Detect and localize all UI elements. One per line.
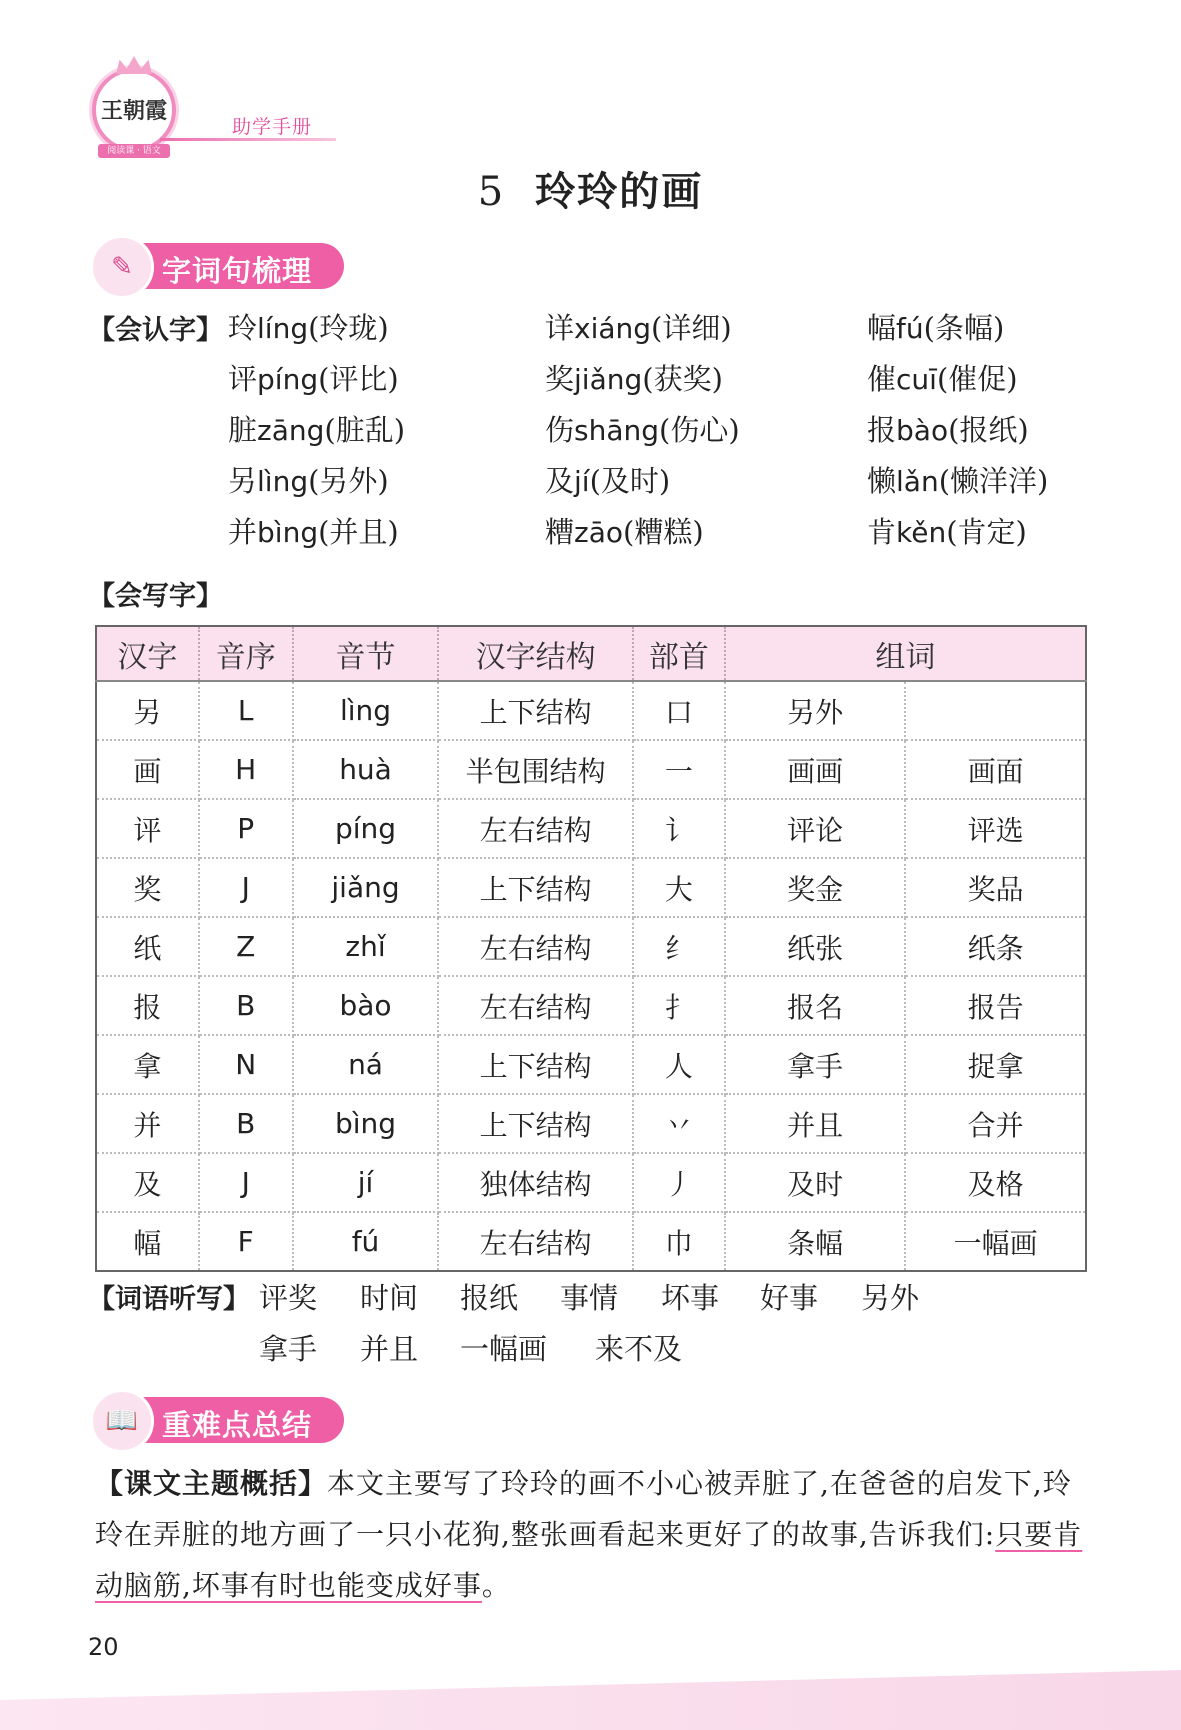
recognize-pinyin: kěn [896, 516, 947, 549]
dictation-word: 另外 [861, 1281, 920, 1315]
table-cell: J [199, 1153, 293, 1212]
table-cell: 奖金 [725, 858, 906, 917]
table-cell: 一幅画 [953, 1226, 1038, 1260]
table-cell: zhǐ [293, 917, 439, 976]
recognize-word: (及时) [589, 464, 671, 498]
recognize-char: 肯 [867, 515, 897, 549]
lesson-number: 5 [477, 169, 506, 215]
table-cell: L [199, 681, 293, 740]
summary-text: 本文主要写了玲玲的画不小心被弄脏了,在爸爸的启发下,玲玲在弄脏的地方画了一只小花狗,整张画看起来更好了的故事,告诉我们: [95, 1467, 1072, 1551]
table-cell: 纸条 [905, 917, 1086, 976]
recognize-word: (糟糕) [623, 515, 704, 549]
recognize-item [867, 306, 1004, 347]
table-row [96, 740, 1086, 799]
recognize-pinyin: fú [896, 312, 924, 345]
table-cell: 报名 [725, 976, 906, 1035]
logo-ribbon: 阅读课 · 语文 [98, 144, 170, 158]
table-cell: 合并 [905, 1094, 1086, 1153]
recognize-item [228, 306, 389, 347]
table-cell: 半包围结构 [438, 740, 633, 799]
table-cell: bào [293, 976, 439, 1035]
recognize-item [545, 357, 723, 398]
recognize-word: (懒洋洋) [938, 464, 1049, 498]
table-cell: 左右结构 [438, 976, 633, 1035]
recognize-pinyin: zāng [257, 414, 325, 447]
table-cell: 并且 [725, 1094, 906, 1153]
recognize-char: 糟 [545, 515, 575, 549]
table-cell [905, 681, 1086, 740]
table-cell: bìng [293, 1094, 439, 1153]
column-header: 音序 [199, 626, 293, 681]
table-cell: 一 [633, 740, 725, 799]
page-title [0, 160, 1181, 217]
recognize-char: 脏 [228, 413, 258, 447]
logo-text: 王朝霞 [100, 98, 167, 124]
column-header: 组词 [725, 626, 1086, 681]
table-row [96, 1212, 1086, 1271]
table-cell: lìng [293, 681, 439, 740]
dictation-label: 【词语听写】 [88, 1284, 250, 1315]
recognize-word: (评比) [318, 362, 399, 396]
table-cell: jí [293, 1153, 439, 1212]
recognize-char: 奖 [545, 362, 575, 396]
table-cell: ná [293, 1035, 439, 1094]
table-cell: Z [199, 917, 293, 976]
column-header: 部首 [633, 626, 725, 681]
mascot-icon: ✎ [90, 235, 154, 299]
table-cell: J [199, 858, 293, 917]
table-row [96, 1094, 1086, 1153]
table-cell: 报 [96, 976, 199, 1035]
table-cell: 上下结构 [438, 681, 633, 740]
summary-end: 。 [481, 1569, 511, 1602]
recognize-pinyin: bìng [257, 516, 319, 549]
recognize-label: 【会认字】 [88, 315, 223, 346]
recognize-pinyin: jiǎng [574, 363, 643, 396]
table-cell: B [199, 1094, 293, 1153]
table-cell: 并 [96, 1094, 199, 1153]
table-cell: 评选 [905, 799, 1086, 858]
recognize-item [867, 459, 1048, 500]
dictation-word: 报纸 [460, 1281, 519, 1315]
recognize-word: (另外) [308, 464, 389, 498]
table-cell: 报告 [905, 976, 1086, 1035]
recognize-item [545, 510, 704, 551]
dictation-word: 并且 [360, 1332, 419, 1366]
recognize-item [867, 510, 1027, 551]
recognize-pinyin: píng [257, 363, 319, 396]
table-cell: fú [293, 1212, 439, 1271]
recognize-item [545, 306, 732, 347]
table-row [96, 1153, 1086, 1212]
recognize-pinyin: shāng [574, 414, 660, 447]
table-cell: 及时 [725, 1153, 906, 1212]
recognize-char: 玲 [228, 311, 258, 345]
table-cell: 丷 [633, 1094, 725, 1153]
write-label: 【会写字】 [88, 581, 223, 612]
recognize-word: (伤心) [659, 413, 740, 447]
recognize-item [545, 408, 740, 449]
table-cell: 纸张 [725, 917, 906, 976]
recognize-pinyin: lìng [257, 465, 309, 498]
recognize-word: (报纸) [948, 413, 1029, 447]
recognize-word: (玲珑) [308, 311, 389, 345]
table-cell: huà [293, 740, 439, 799]
table-cell: 上下结构 [438, 1094, 633, 1153]
summary-label: 【课文主题概括】 [95, 1467, 328, 1500]
recognize-char: 评 [228, 362, 258, 396]
recognize-pinyin: bào [896, 414, 949, 447]
recognize-char: 伤 [545, 413, 575, 447]
table-cell: 奖 [96, 858, 199, 917]
recognize-word: (催促) [936, 362, 1018, 396]
table-row [96, 681, 1086, 740]
table-cell: 拿 [96, 1035, 199, 1094]
table-cell: 条幅 [725, 1212, 906, 1271]
section-banner-summary [94, 1397, 344, 1443]
table-cell: píng [293, 799, 439, 858]
recognize-pinyin: líng [257, 312, 309, 345]
recognize-item [545, 459, 670, 500]
recognize-char: 懒 [867, 464, 897, 498]
recognize-pinyin: lǎn [896, 465, 939, 498]
table-cell: 拿手 [725, 1035, 906, 1094]
recognize-char: 及 [545, 464, 575, 498]
table-cell: 扌 [633, 976, 725, 1035]
table-cell: 口 [633, 681, 725, 740]
table-cell: jiǎng [293, 858, 439, 917]
recognize-word: (获奖) [642, 362, 723, 396]
recognize-item [867, 357, 1018, 398]
table-cell: 讠 [633, 799, 725, 858]
table-cell: B [199, 976, 293, 1035]
crown-icon [116, 56, 152, 74]
recognize-item [867, 408, 1029, 449]
dictation-word: 一幅画 [460, 1332, 548, 1366]
table-cell: 纟 [633, 917, 725, 976]
table-cell: 左右结构 [438, 1212, 633, 1271]
table-cell: 画画 [725, 740, 906, 799]
book-icon: 📖 [90, 1389, 154, 1453]
table-cell: 及 [96, 1153, 199, 1212]
table-cell: 左右结构 [438, 799, 633, 858]
table-cell: 另 [96, 681, 199, 740]
dictation-word: 来不及 [595, 1332, 683, 1366]
dictation-word: 好事 [760, 1281, 819, 1315]
table-cell: 另外 [725, 681, 906, 740]
recognize-pinyin: xiáng [574, 312, 652, 345]
table-cell: 幅 [96, 1212, 199, 1271]
table-cell: F [199, 1212, 293, 1271]
theme-summary [95, 1458, 1085, 1611]
table-cell: 画 [96, 740, 199, 799]
summary-highlight: 只要肯动脑筋,坏事有时也能变成好事 [95, 1518, 1083, 1602]
table-cell: 上下结构 [438, 858, 633, 917]
table-cell: 画面 [905, 740, 1086, 799]
dictation-word: 拿手 [259, 1332, 318, 1366]
table-cell: 巾 [633, 1212, 725, 1271]
table-cell: 独体结构 [438, 1153, 633, 1212]
dictation-word: 坏事 [661, 1281, 720, 1315]
section-title: 重难点总结 [162, 1408, 313, 1442]
recognize-pinyin: jí [574, 465, 590, 498]
recognize-char: 幅 [867, 311, 897, 345]
table-cell: 奖品 [905, 858, 1086, 917]
table-cell: 左右结构 [438, 917, 633, 976]
dictation-word: 事情 [560, 1281, 619, 1315]
recognize-word: (脏乱) [324, 413, 406, 447]
recognize-item [228, 408, 405, 449]
recognize-word: (并且) [318, 515, 399, 549]
recognize-item [228, 510, 399, 551]
lesson-title: 玲玲的画 [535, 168, 704, 215]
table-cell: 及格 [905, 1153, 1086, 1212]
section-banner-vocabulary [94, 243, 344, 289]
column-header: 音节 [293, 626, 439, 681]
table-cell: 上下结构 [438, 1035, 633, 1094]
table-row [96, 976, 1086, 1035]
table-cell: 大 [633, 858, 725, 917]
table-cell: 捉拿 [905, 1035, 1086, 1094]
recognize-char: 报 [867, 413, 897, 447]
recognize-item [228, 357, 399, 398]
recognize-char: 另 [228, 464, 258, 498]
writing-table [95, 625, 1087, 1272]
footer-band [0, 1670, 1181, 1730]
header-label: 助学手册 [232, 116, 313, 138]
table-cell: P [199, 799, 293, 858]
recognize-word: (条幅) [923, 311, 1005, 345]
table-row [96, 1035, 1086, 1094]
dictation-word: 时间 [360, 1281, 419, 1315]
recognize-pinyin: cuī [896, 363, 937, 396]
table-cell: N [199, 1035, 293, 1094]
recognize-word: (肯定) [946, 515, 1027, 549]
table-cell: 评论 [725, 799, 906, 858]
dictation-word: 评奖 [259, 1281, 318, 1315]
table-cell: 人 [633, 1035, 725, 1094]
page-number: 20 [88, 1633, 119, 1661]
table-row [96, 799, 1086, 858]
section-title: 字词句梳理 [162, 254, 313, 288]
recognize-item [228, 459, 389, 500]
recognize-char: 催 [867, 362, 897, 396]
recognize-pinyin: zāo [574, 516, 624, 549]
column-header: 汉字 [96, 626, 199, 681]
table-cell: 纸 [96, 917, 199, 976]
table-cell: H [199, 740, 293, 799]
table-cell: 丿 [633, 1153, 725, 1212]
table-row [96, 858, 1086, 917]
recognize-char: 详 [545, 311, 575, 345]
column-header: 汉字结构 [438, 626, 633, 681]
table-row [96, 917, 1086, 976]
table-cell: 评 [96, 799, 199, 858]
recognize-word: (详细) [651, 311, 732, 345]
recognize-char: 并 [228, 515, 258, 549]
table-header-row [96, 626, 1086, 681]
